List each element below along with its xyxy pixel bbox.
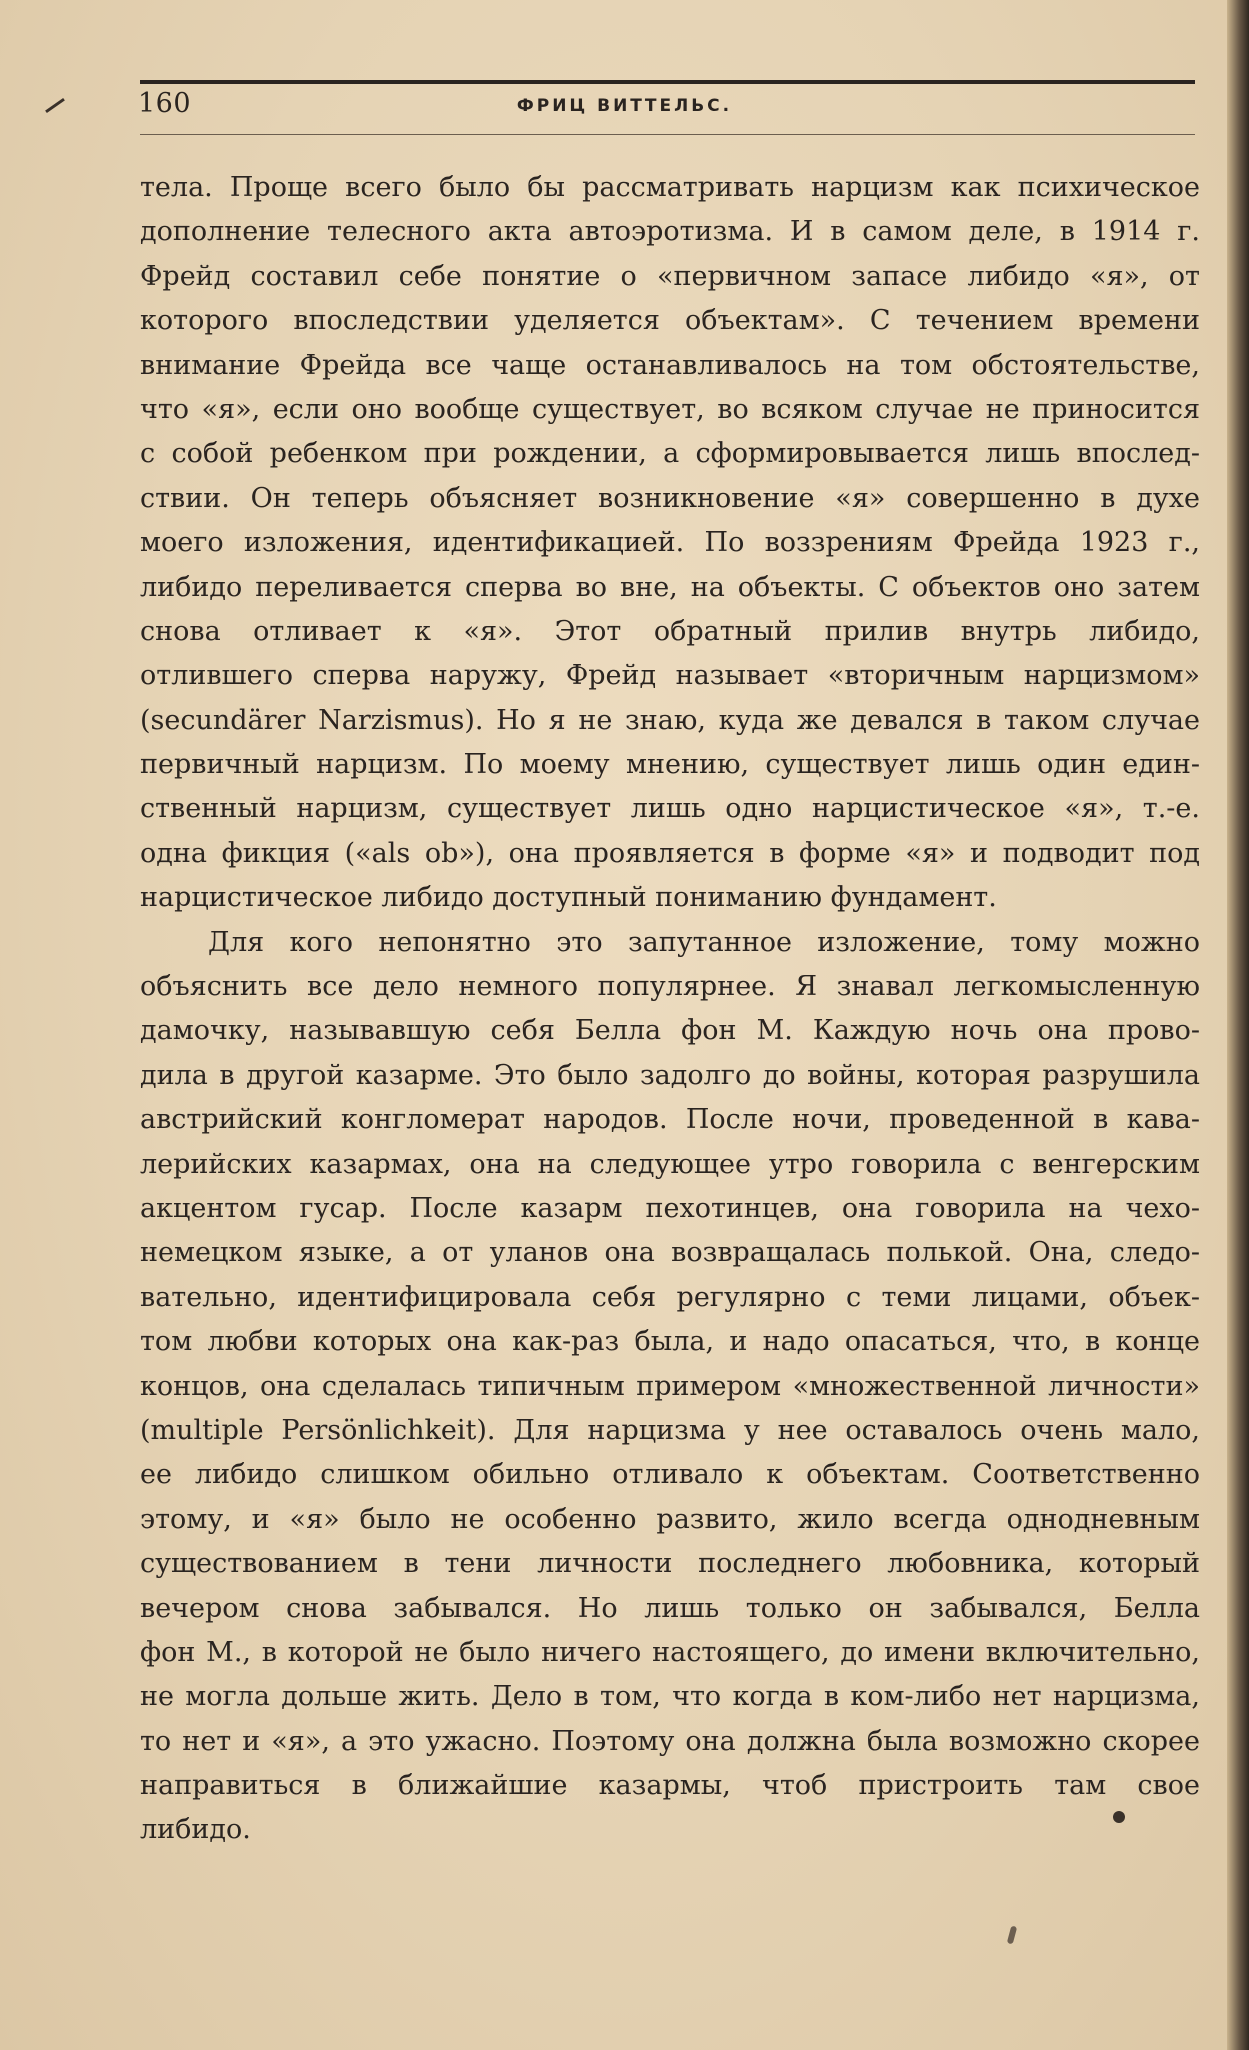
- text-line: которого впоследствии уделяется объектам». С течением времени: [140, 305, 1200, 337]
- text-line: ее либидо слишком обильно отливало к объектам. Соответственно: [140, 1459, 1200, 1491]
- ink-speck: [1007, 1926, 1017, 1945]
- text-line: с собой ребенком при рождении, а сформировывается лишь впослед-: [140, 438, 1200, 470]
- page-edge-shadow: [1227, 0, 1249, 2050]
- text-line: вечером снова забывался. Но лишь только он забывался, Белла: [140, 1592, 1200, 1624]
- text-line: фон М., в которой не было ничего настоящего, до имени включительно,: [140, 1636, 1200, 1668]
- text-line: моего изложения, идентификацией. По воззрениям Фрейда 1923 г.,: [140, 527, 1200, 559]
- running-title: ФРИЦ ВИТТЕЛЬС.: [516, 96, 733, 116]
- text-line: внимание Фрейда все чаще останавливалось на том обстоятельстве,: [140, 349, 1200, 381]
- text-line: том любви которых она как-раз была, и надо опасаться, что, в конце: [140, 1326, 1200, 1358]
- text-line: либидо переливается сперва во вне, на объекты. С объектов оно затем: [140, 571, 1200, 603]
- text-line: существованием в тени личности последнего любовника, который: [140, 1548, 1200, 1580]
- text-line: направиться в ближайшие казармы, чтоб пристроить там свое: [140, 1770, 1200, 1802]
- text-line: (multiple Persönlichkeit). Для нарцизма у нее оставалось очень мало,: [140, 1414, 1200, 1446]
- text-line: первичный нарцизм. По моему мнению, существует лишь один един-: [140, 749, 1200, 781]
- text-line: акцентом гусар. После казарм пехотинцев, она говорила на чехо-: [140, 1192, 1200, 1224]
- text-line: концов, она сделалась типичным примером «множественной личности»: [140, 1370, 1200, 1402]
- text-line: дила в другой казарме. Это было задолго до войны, которая разрушила: [140, 1059, 1200, 1091]
- paragraph-end-line: нарцистическое либидо доступный пониманию фундамент.: [140, 882, 997, 914]
- text-line: тела. Проще всего было бы рассматривать нарцизм как психическое: [140, 172, 1200, 203]
- text-line: одна фикция («als ob»), она проявляется в форме «я» и подводит под: [140, 837, 1200, 869]
- text-line: то нет и «я», а это ужасно. Поэтому она должна была возможно скорее: [140, 1725, 1200, 1757]
- text-line: австрийский конгломерат народов. После ночи, проведенной в кава-: [140, 1104, 1200, 1136]
- ink-dot: [1113, 1811, 1125, 1823]
- text-line: ственный нарцизм, существует лишь одно нарцистическое «я», т.-е.: [140, 793, 1200, 825]
- text-line: этому, и «я» было не особенно развито, жило всегда однодневным: [140, 1503, 1200, 1535]
- text-line: снова отливает к «я». Этот обратный прилив внутрь либидо,: [140, 615, 1200, 647]
- text-line: отлившего сперва наружу, Фрейд называет «вторичным нарцизмом»: [140, 660, 1200, 692]
- header-bottom-rule: [140, 134, 1195, 135]
- text-line: немецком языке, а от уланов она возвращалась полькой. Она, следо-: [140, 1237, 1200, 1269]
- paragraph-start-line: Для кого непонятно это запутанное изложение, тому можно: [208, 926, 1200, 958]
- text-line: лерийских казармах, она на следующее утро говорила с венгерским: [140, 1148, 1200, 1180]
- text-line: не могла дольше жить. Дело в том, что когда в ком-либо нет нарцизма,: [140, 1681, 1200, 1713]
- text-line: вательно, идентифицировала себя регулярно с теми лицами, объек-: [140, 1281, 1200, 1313]
- page-number: 160: [138, 88, 192, 119]
- text-line: ствии. Он теперь объясняет возникновение «я» совершенно в духе: [140, 482, 1200, 514]
- text-line: что «я», если оно вообще существует, во всяком случае не приносится: [140, 393, 1200, 425]
- body-text: [140, 166, 1200, 1853]
- text-line: дополнение телесного акта автоэротизма. И в самом деле, в 1914 г.: [140, 216, 1200, 248]
- text-line: (secundärer Narzismus). Но я не знаю, куда же девался в таком случае: [140, 704, 1200, 736]
- paragraph-end-line: либидо.: [140, 1814, 251, 1846]
- text-line: объяснить все дело немного популярнее. Я знавал легкомысленную: [140, 971, 1200, 1003]
- header-top-rule: [140, 80, 1195, 84]
- text-line: дамочку, называвшую себя Белла фон М. Каждую ночь она прово-: [140, 1015, 1200, 1047]
- text-line: Фрейд составил себе понятие о «первичном запасе либидо «я», от: [140, 260, 1200, 292]
